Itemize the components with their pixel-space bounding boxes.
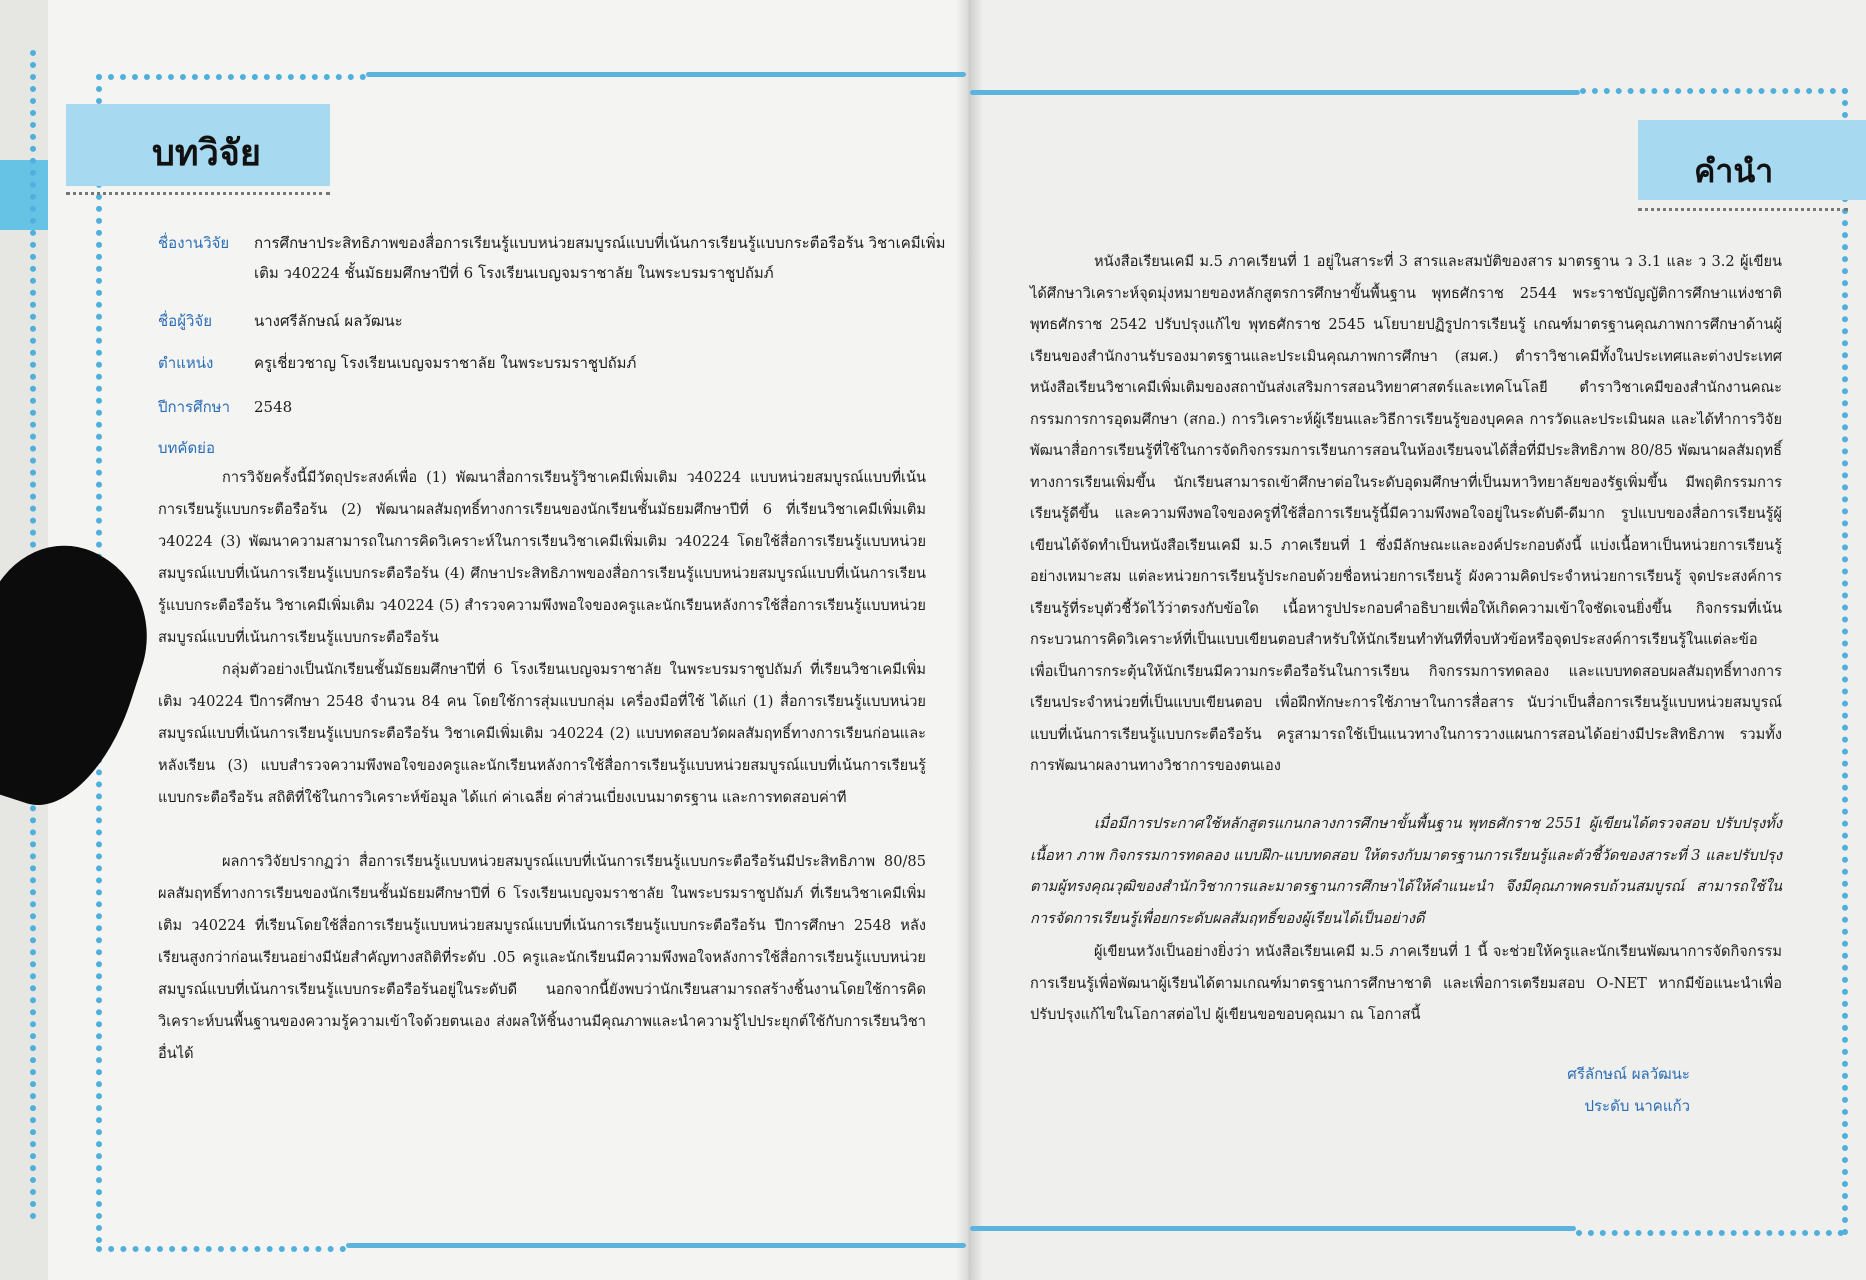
meta-value: ครูเชี่ยวชาญ โรงเรียนเบญจมราชาลัย ในพระบรมราชูปถัมภ์ [254,354,637,372]
page-title-preface: คำนำ [1694,152,1774,190]
frame-top-line-left [366,72,966,77]
meta-label: ชื่องานวิจัย [158,234,230,252]
abstract-paragraph-1: การวิจัยครั้งนี้มีวัตถุประสงค์เพื่อ (1) พัฒนาสื่อการเรียนรู้วิชาเคมีเพิ่มเติม ว40224 แบบหน่วยสมบูรณ์แบบที่เน้นการเรียนรู้แบบกระตือรือร้น (2) พัฒนาผลสัมฤทธิ์ทางการเรียนของนักเรียนชั้นมัธยมศึกษาปีที่ 6 ที่เรียนวิชาเคมีเพิ่มเติม ว40224 (3) พัฒนาความสามารถในการคิดวิเคราะห์ในการเรียนวิชาเคมีเพิ่มเติม ว40224 โดยใช้สื่อการเรียนรู้แบบหน่วยสมบูรณ์แบบที่เน้นการเรียนรู้แบบกระตือรือร้น (4) ศึกษาประสิทธิภาพของสื่อการเรียนรู้แบบหน่วยสมบูรณ์แบบที่เน้นการเรียนรู้แบบกระตือรือร้น วิชาเคมีเพิ่มเติม ว40224 (5) สำรวจความพึงพอใจของครูและนักเรียนหลังการใช้สื่อการเรียนรู้แบบหน่วยสมบูรณ์แบบที่เน้นการเรียนรู้แบบกระตือรือร้น [158,469,926,646]
meta-label: ปีการศึกษา [158,398,230,416]
preface-paragraph-1: หนังสือเรียนเคมี ม.5 ภาคเรียนที่ 1 อยู่ในสาระที่ 3 สารและสมบัติของสาร มาตรฐาน ว 3.1 และ ว 3.2 ผู้เขียนได้ศึกษาวิเคราะห์จุดมุ่งหมายของหลักสูตรการศึกษาขั้นพื้นฐาน พุทธศักราช 2544 พระราชบัญญัติการศึกษาแห่งชาติ พุทธศักราช 2542 ปรับปรุงแก้ไข พุทธศักราช 2545 นโยบายปฏิรูปการเรียนรู้ เกณฑ์มาตรฐานคุณภาพการศึกษาด้านผู้เรียนของสำนักงานรับรองมาตรฐานและประเมินคุณภาพการศึกษา (สมศ.) ตำราวิชาเคมีทั้งในประเทศและต่างประเทศ หนังสือเรียนวิชาเคมีเพิ่มเติมของสถาบันส่งเสริมการสอนวิทยาศาสตร์และเทคโนโลยี ตำราวิชาเคมีของสำนักงานคณะกรรมการการอุดมศึกษา (สกอ.) การวิเคราะห์ผู้เรียนและวิธีการเรียนรู้ของบุคคล การวัดและประเมินผล และได้ทำการวิจัยพัฒนาสื่อการเรียนรู้ที่ใช้ในการจัดกิจกรรมการเรียนการสอนในห้องเรียนจนได้สื่อที่มีประสิทธิภาพ 80/85 พัฒนาผลสัมฤทธิ์ทางการเรียนเพิ่มขึ้น นักเรียนสามารถเข้าศึกษาต่อในระดับอุดมศึกษาที่เป็นมหาวิทยาลัยของรัฐเพิ่มขึ้น มีพฤติกรรมการเรียนรู้ดีขึ้น และความพึงพอใจของครูที่ใช้สื่อการเรียนรู้นี้มีความพึงพอใจอยู่ในระดับดี-ดีมาก รูปแบบของสื่อการเรียนรู้ผู้เขียนได้จัดทำเป็นหนังสือเรียนเคมี ม.5 ภาคเรียนที่ 1 ซึ่งมีลักษณะและองค์ประกอบดังนี้ แบ่งเนื้อหาเป็นหน่วยการเรียนรู้อย่างเหมาะสม แต่ละหน่วยการเรียนรู้ประกอบด้วยชื่อหน่วยการเรียนรู้ ผังความคิดประจำหน่วยการเรียนรู้ จุดประสงค์การเรียนรู้ที่ระบุตัวชี้วัดไว้ว่าตรงกับข้อใด เนื้อหารูปประกอบคำอธิบายเพื่อให้เกิดความเข้าใจชัดเจนยิ่งขึ้น กิจกรรมที่เน้นกระบวนการคิดวิเคราะห์ที่เป็นแบบเขียนตอบสำหรับให้นักเรียนทำทันทีที่จบหัวข้อหรือจุดประสงค์การเรียนรู้ในแต่ละข้อ เพื่อเป็นการกระตุ้นให้นักเรียนมีความกระตือรือร้นในการเรียน กิจกรรมการทดลอง และแบบทดสอบผลสัมฤทธิ์ทางการเรียนประจำหน่วยที่เป็นแบบเขียนตอบ เพื่อฝึกทักษะการใช้ภาษาในการสื่อสาร นับว่าเป็นสื่อการเรียนรู้แบบหน่วยสมบูรณ์แบบที่เน้นการเรียนรู้แบบกระตือรือร้น ครูสามารถใช้เป็นแนวทางในการวางแผนการสอนได้อย่างมีประสิทธิภาพ รวมทั้งการพัฒนาผลงานทางวิชาการของตนเอง [1030,253,1783,774]
signature-author-1: ศรีลักษณ์ ผลวัฒนะ [1567,1065,1690,1083]
frame-top-dots-left [96,74,366,80]
meta-value: การศึกษาประสิทธิภาพของสื่อการเรียนรู้แบบหน่วยสมบูรณ์แบบที่เน้นการเรียนรู้แบบกระตือรือร้น วิชาเคมีเพิ่มเติม ว40224 ชั้นมัธยมศึกษาปีที่ 6 โรงเรียนเบญจมราชาลัย ในพระบรมราชูปถัมภ์ [254,234,946,282]
preface-paragraph-2: เมื่อมีการประกาศใช้หลักสูตรแกนกลางการศึกษาขั้นพื้นฐาน พุทธศักราช 2551 ผู้เขียนได้ตรวจสอบ ปรับปรุงทั้งเนื้อหา ภาพ กิจกรรมการทดลอง แบบฝึก-แบบทดสอบ ให้ตรงกับมาตรฐานการเรียนรู้และตัวชี้วัดของสาระที่ 3 และปรับปรุงตามผู้ทรงคุณวุฒิของสำนักวิชาการและมาตรฐานการศึกษาได้ให้คำแนะนำ จึงมีคุณภาพครบถ้วนสมบูรณ์ สามารถใช้ในการจัดการเรียนรู้เพื่อยกระดับผลสัมฤทธิ์ของผู้เรียนได้เป็นอย่างดี [1030,815,1782,927]
abstract-label: บทคัดย่อ [158,439,215,457]
frame-bottom-dots-left [96,1246,346,1252]
frame-bottom-line-left [346,1243,966,1248]
previous-page-tab [0,160,50,230]
frame-bottom-dots-right [1576,1230,1844,1236]
heading-underline-dots-right [1638,208,1848,211]
meta-label: ชื่อผู้วิจัย [158,312,212,330]
frame-right-dots [1842,88,1848,1236]
abstract-paragraph-2: กลุ่มตัวอย่างเป็นนักเรียนชั้นมัธยมศึกษาปีที่ 6 โรงเรียนเบญจมราชาลัย ในพระบรมราชูปถัมภ์ ที่เรียนวิชาเคมีเพิ่มเติม ว40224 ปีการศึกษา 2548 จำนวน 84 คน โดยใช้การสุ่มแบบกลุ่ม เครื่องมือที่ใช้ ได้แก่ (1) สื่อการเรียนรู้แบบหน่วยสมบูรณ์แบบที่เน้นการเรียนรู้แบบกระตือรือร้น วิชาเคมีเพิ่มเติม ว40224 (2) แบบทดสอบวัดผลสัมฤทธิ์ทางการเรียนก่อนและหลังเรียน (3) แบบสำรวจความพึงพอใจของครูและนักเรียนหลังการใช้สื่อการเรียนรู้แบบหน่วยสมบูรณ์แบบที่เน้นการเรียนรู้แบบกระตือรือร้น สถิติที่ใช้ในการวิเคราะห์ข้อมูล ได้แก่ ค่าเฉลี่ย ค่าส่วนเบี่ยงเบนมาตรฐาน และการทดสอบค่าที [158,661,926,806]
meta-value: นางศรีลักษณ์ ผลวัฒนะ [254,312,403,330]
frame-top-line-right [970,90,1580,95]
signature-author-2: ประดับ นาคแก้ว [1584,1097,1690,1115]
preface-paragraph-3: ผู้เขียนหวังเป็นอย่างยิ่งว่า หนังสือเรียนเคมี ม.5 ภาคเรียนที่ 1 นี้ จะช่วยให้ครูและนักเรียนพัฒนาการจัดกิจกรรมการเรียนรู้เพื่อพัฒนาผู้เรียนได้ตามเกณฑ์มาตรฐานการศึกษาชาติ และเพื่อการเตรียมสอบ O-NET หากมีข้อแนะนำเพื่อปรับปรุงแก้ไขในโอกาสต่อไป ผู้เขียนขอขอบคุณมา ณ โอกาสนี้ [1030,943,1782,1023]
heading-underline-dots [66,192,330,195]
meta-research-title [158,228,958,292]
meta-value: 2548 [254,398,293,416]
frame-top-dots-right [1580,88,1848,94]
abstract-paragraph-3: ผลการวิจัยปรากฏว่า สื่อการเรียนรู้แบบหน่วยสมบูรณ์แบบที่เน้นการเรียนรู้แบบกระตือรือร้นมีประสิทธิภาพ 80/85 ผลสัมฤทธิ์ทางการเรียนของนักเรียนชั้นมัธยมศึกษาปีที่ 6 โรงเรียนเบญจมราชาลัย ในพระบรมราชูปถัมภ์ ที่เรียนวิชาเคมีเพิ่มเติม ว40224 ที่เรียนโดยใช้สื่อการเรียนรู้แบบหน่วยสมบูรณ์แบบที่เน้นการเรียนรู้แบบกระตือรือร้น ปีการศึกษา 2548 หลังเรียนสูงกว่าก่อนเรียนอย่างมีนัยสำคัญทางสถิติที่ระดับ .05 ครูและนักเรียนมีความพึงพอใจหลังการใช้สื่อการเรียนรู้แบบหน่วยสมบูรณ์แบบที่เน้นการเรียนรู้แบบกระตือรือร้นอยู่ในระดับดี นอกจากนี้ยังพบว่านักเรียนสามารถสร้างชิ้นงานโดยใช้การคิดวิเคราะห์บนพื้นฐานของความรู้ความเข้าใจด้วยตนเอง ส่งผลให้ชิ้นงานมีคุณภาพและนำความรู้ไปประยุกต์ใช้กับการเรียนวิชาอื่นได้ [158,853,926,1062]
book-gutter [955,0,983,1280]
page-title-research: บทวิจัย [152,133,261,174]
meta-label: ตำแหน่ง [158,354,214,372]
frame-bottom-line-right [970,1226,1576,1231]
